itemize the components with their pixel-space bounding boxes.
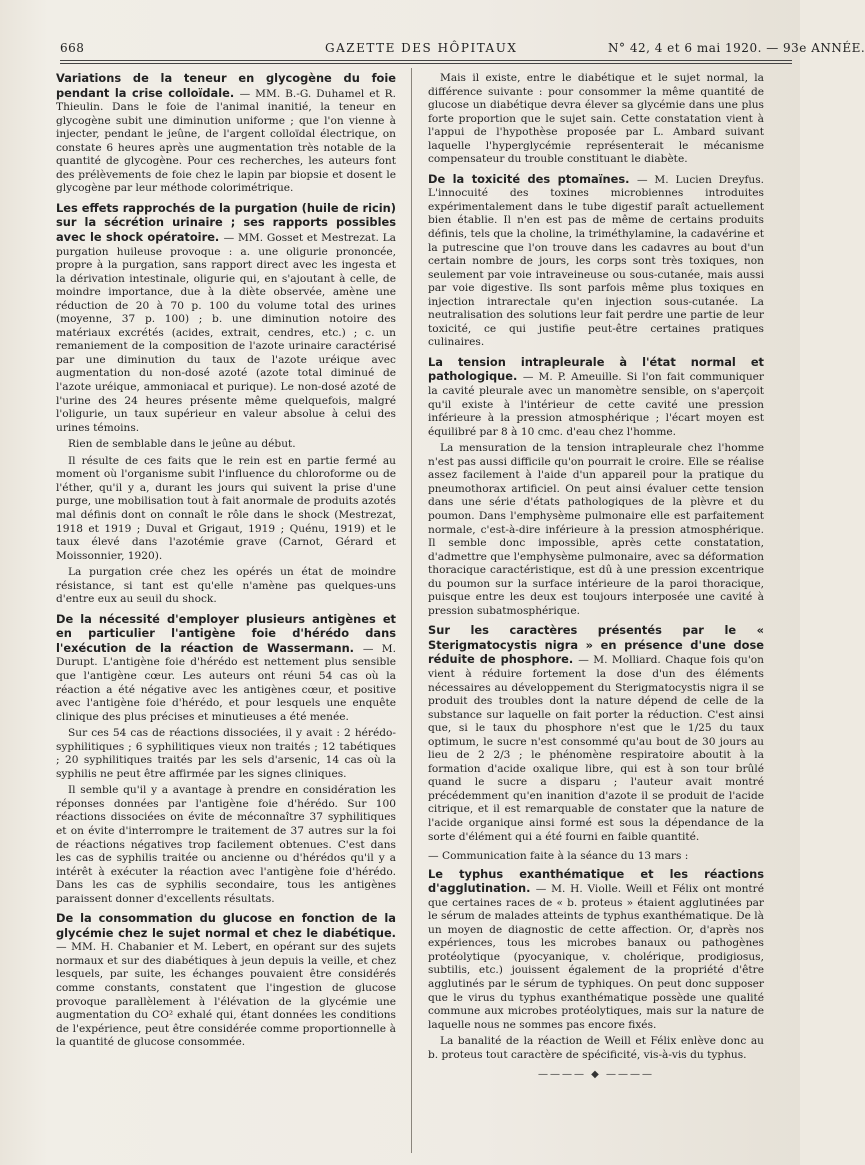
article-paragraph [428, 356, 764, 439]
article [56, 202, 396, 607]
session-note: — Communication faite à la séance du 13 mars : [428, 850, 689, 863]
article-paragraph [56, 566, 396, 607]
article-paragraph [428, 442, 764, 618]
article-title: Sur les caractères présentés par le « Sterigmatocystis nigra » en présence d'une dose réduite de phosphore. [428, 623, 764, 667]
article-paragraph [428, 173, 764, 350]
paragraph-text: L'antigène foie d'hérédo est nettement plus sensible que l'antigène cœur. Les auteurs ont réuni 54 cas où la réaction a été négative avec les antigènes cœur, et positive avec l'antigène foie d'hérédo, et pour lesquels une enquête clinique des plus précises et minutieuses a été menée. [56, 656, 396, 723]
article-paragraph [428, 868, 764, 1033]
article-paragraph [56, 438, 396, 452]
paragraph-text: Il semble qu'il y a avantage à prendre en considération les réponses données par l'antigène foie d'hérédo. Sur 100 réactions dissociées on évite de méconnaître 37 syphilitiques et on évite d'interrompre le traitement de 37 autres sur la foi de réactions négatives trop facilement obtenues. C'est dans les cas de syphilis traitée ou ancienne ou d'hérédos qu'il y a intérêt à exécuter la réaction avec l'antigène foie d'hérédo. Dans les cas de syphilis secondaire, tous les antigènes paraissent donner d'excellents résultats. [56, 784, 396, 905]
article-paragraph [56, 784, 396, 906]
paragraph-text: Rien de semblable dans le jeûne au début. [68, 438, 296, 451]
paragraph-text: La banalité de la réaction de Weill et Félix enlève donc au b. proteus tout caractère de spécificité, vis-à-vis du typhus. [428, 1035, 764, 1061]
article-paragraph [428, 1035, 764, 1062]
article-paragraph [428, 624, 764, 844]
article-title: Les effets rapprochés de la purgation (huile de ricin) sur la sécrétion urinaire ; ses rapports possibles avec le shock opératoire. [56, 200, 396, 245]
column-divider [411, 68, 412, 1153]
article [56, 72, 396, 196]
paragraph-text: La purgation huileuse provoque : a. une oligurie prononcée, propre à la purgation, sans rapport direct avec les ingesta et la dérivation intestinale, oligurie qui, en s'ajoutant à celle, de moindre importance, due à la diète observée, amène une réduction de 20 à 70 p. 100 du volume total des urines (moyenne, 37 p. 100) ; b. une diminution notoire des matériaux excrétés (acides, extrait, cendres, etc.) ; c. un remaniement de la composition de l'azote urinaire caractérisé par une diminution du taux de l'azote uréique avec augmentation du non-dosé azoté (azote total diminué de l'azote uréique, ammoniacal et purique). Le non-dosé azoté de l'urine des 24 heures présente même quelquefois, malgré l'oligurie, un taux supérieur en valeur absolue à celui des urines témoins. [56, 232, 396, 434]
article-paragraph [56, 613, 396, 724]
article-byline: — MM. H. Chabanier et M. Lebert, [56, 941, 256, 954]
article [428, 72, 764, 167]
article [428, 624, 764, 844]
article-byline: — MM. Gosset et Mestrezat. [223, 232, 383, 245]
paragraph-text: Mais il existe, entre le diabétique et le sujet normal, la différence suivante : pour consommer la même quantité de glucose un diabétique devra élever sa glycémie dans une plus forte proportion que le sujet sain. Cette constatation vient à l'appui de l'hypothèse proposée par L. Ambard suivant laquelle l'hyperglycémie représenterait le mécanisme compensateur du trouble constituant le diabète. [428, 72, 764, 166]
paragraph-text: Il résulte de ces faits que le rein est en partie fermé au moment où l'organisme subit l'influence du chloroforme ou de l'éther, qu'il y a, durant les jours qui suivent la prise d'une purge, une mobilisation tout à fait anormale de produits azotés mal définis dont on connaît le rôle dans le shock (Mestrezat, 1918 et 1919 ; Duval et Grigaut, 1919 ; Quénu, 1919) et le taux élevé dans l'azotémie grave (Carnot, Gérard et Moissonnier, 1920). [56, 454, 396, 562]
article-title: De la toxicité des ptomaïnes. [428, 171, 637, 186]
article-paragraph [56, 202, 396, 435]
article-byline: — MM. B.-G. Duhamel et R. Thieulin. [56, 87, 396, 114]
paragraph-text: Sur ces 54 cas de réactions dissociées, il y avait : 2 hérédo-syphilitiques ; 6 syphilitiques vieux non traités ; 12 tabétiques ; 20 syphilitiques traités par les sels d'arsenic, 14 cas où la syphilis ne peut être affirmée par les signes cliniques. [56, 727, 396, 780]
article [428, 356, 764, 618]
paragraph-text: en opérant sur des sujets normaux et sur des diabétiques à jeun depuis la veille, et chez lesquels, par suite, les échanges pouvaient être considérés comme constants, constatent que l'ingestion de glucose provoque parallèlement à l'élévation de la glycémie une augmentation du CO² exhalé qui, étant données les conditions de l'expérience, peut être considérée comme proportionnelle à la quantité de glucose consommée. [56, 941, 396, 1049]
article-paragraph [56, 455, 396, 563]
paragraph-text: L'innocuité des toxines microbiennes introduites expérimentalement dans le tube digestif paraît actuellement bien établie. Il n'en est pas de même de certains produits définis, tels que la choline, la triméthylamine, la cadavérine et la putrescine que l'on trouve dans les cadavres au bout d'un certain nombre de jours, les corps sont très toxiques, non seulement par voie intraveineuse ou sous-cutanée, mais aussi par voie digestive. Ils sont parfois même plus toxiques en injection intrarectale qu'en injection sous-cutanée. La neutralisation des solutions leur fait perdre une partie de leur toxicité, ce qui justifie peut-être certaines pratiques culinaires. [428, 187, 764, 349]
article [428, 173, 764, 350]
article-title: De la nécessité d'employer plusieurs antigènes et en particulier l'antigène foie d'hérédo dans l'exécution de la réaction de Wassermann. [56, 611, 396, 655]
article-byline: — M. Lucien Dreyfus. [636, 173, 765, 186]
article-byline: — M. H. Violle. [535, 883, 626, 896]
article-title: De la consommation du glucose en fonction de la glycémie chez le sujet normal et chez le diabétique. [56, 911, 396, 940]
article [56, 613, 396, 906]
article-byline: — M. Durupt. [56, 642, 396, 669]
article [56, 912, 396, 1049]
article-byline: — M. Molliard. [578, 654, 666, 667]
right-column [428, 72, 764, 1082]
article-paragraph [56, 912, 396, 1049]
paragraph-text: Chaque fois qu'on vient à réduire fortement la dose d'un des éléments nécessaires au développement du Sterigmatocystis nigra il se produit des troubles dont la nature dépend de celle de la substance sur laquelle on fait porter la réduction. C'est ainsi que, si le taux du phosphore n'est que le 1/25 du taux optimum, le sucre n'est consommé qu'au bout de 30 jours au lieu de 2 2/3 ; le phénomène respiratoire aboutit à la formation d'acide oxalique libre, qui est à son tour brûlé quand le sucre a disparu ; l'auteur avait montré précédemment qu'en inanition d'azote il se produit de l'acide citrique, et il est remarquable de constater que la nature de l'acide organique ainsi formé est sous la dépendance de la sorte d'élément qui a été fourni en faible quantité. [428, 654, 764, 843]
paragraph-text: La mensuration de la tension intrapleurale chez l'homme n'est pas aussi difficile qu'on pourrait le croire. Elle se réalise assez facilement à l'aide d'un appareil pour la pratique du pneumothorax artificiel. On peut ainsi évaluer cette tension dans une série d'états pathologiques de la plèvre et du poumon. Dans l'emphysème pulmonaire elle est parfaitement normale, c'est-à-dire inférieure à la pression atmosphérique. Il semble donc impossible, après cette constatation, d'admettre que l'emphysème pulmonaire, avec sa déformation thoracique caractéristique, est dû à une pression excentrique du poumon sur la surface intérieure de la paroi thoracique, puisque entre les deux est toujours interposée une cavité à pression subatmosphérique. [428, 442, 764, 617]
article-paragraph [56, 72, 396, 196]
article-paragraph [56, 727, 396, 781]
article [428, 850, 764, 1062]
paragraph-text: Si l'on fait communiquer la cavité pleurale avec un manomètre sensible, on s'aperçoit qu'il existe à l'intérieur de cette cavité une pression inférieure à la pression atmosphérique ; l'écart moyen est équilibré par 8 à 10 cmc. d'eau chez l'homme. [428, 371, 764, 438]
end-ornament: ———— ◆ ———— [537, 1069, 655, 1081]
article-byline: — M. P. Ameuille. [522, 371, 627, 384]
journal-title: GAZETTE DES HÔPITAUX [325, 41, 518, 55]
page-number: 668 [60, 41, 85, 55]
article-title: Variations de la teneur en glycogène du foie pendant la crise colloïdale. [56, 71, 396, 100]
left-column [56, 72, 396, 1056]
running-header [60, 38, 865, 62]
paragraph-text: Dans le foie de l'animal inanitié, la teneur en glycogène subit une diminution uniforme ; que l'on vienne à injecter, pendant le jeûne, de l'argent colloïdal électrique, on constate 6 heures après une augmentation très notable de la quantité de glycogène. Pour ces recherches, les auteurs font des prélèvements de foie chez le lapin par biopsie et dosent le glycogène par leur méthode colorimétrique. [56, 101, 397, 195]
paragraph-text: La purgation crée chez les opérés un état de moindre résistance, si tant est qu'elle n'amène pas quelques-uns d'entre eux au seuil du shock. [56, 566, 396, 606]
article-title: Le typhus exanthématique et les réactions d'agglutination. [428, 866, 764, 896]
issue-info: N° 42, 4 et 6 mai 1920. — 93e ANNÉE. [608, 41, 865, 55]
paragraph-text: Weill et Félix ont montré que certaines races de « b. proteus » étaient agglutinées par le sérum de malades atteints de typhus exanthématique. De là un moyen de diagnostic de cette affection. Or, d'après nos expériences, tous les microbes banaux ou pathogènes protéolytique (pyocyanique, v. cholérique, prodigiosus, subtilis, etc.) jouissent également de la propriété d'être agglutinés par le sérum de typhiques. On peut donc supposer que le virus du typhus exanthématique possède une qualité commune aux microbes protéolytiques, mais sur la nature de laquelle nous ne sommes pas encore fixés. [428, 883, 764, 1031]
article-paragraph [428, 72, 764, 167]
header-rule [60, 60, 792, 64]
article-title: La tension intrapleurale à l'état normal et pathologique. [428, 354, 764, 384]
